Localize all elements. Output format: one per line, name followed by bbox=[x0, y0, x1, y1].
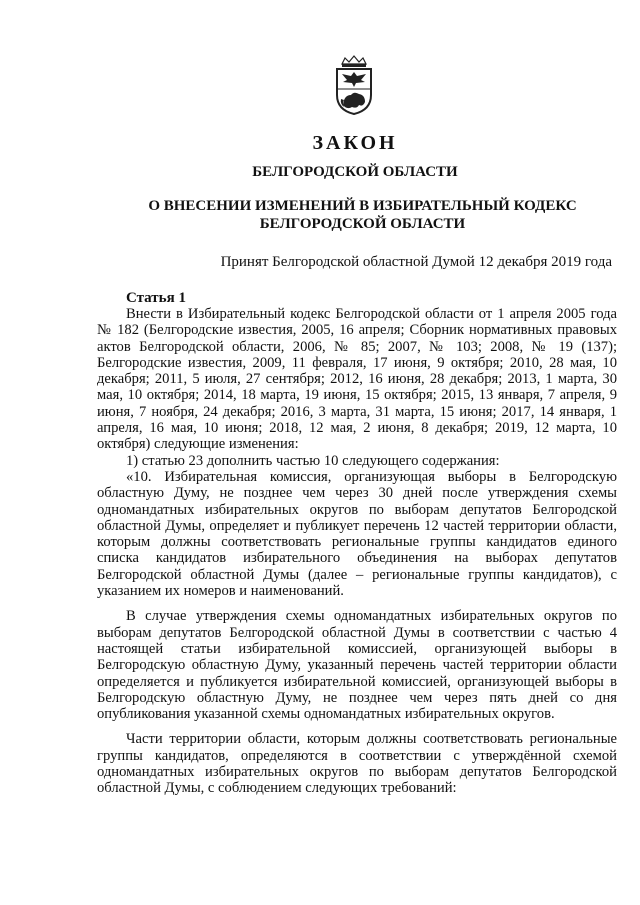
law-region: БЕЛГОРОДСКОЙ ОБЛАСТИ bbox=[252, 164, 458, 180]
paragraph: «10. Избирательная комиссия, организующая выборы в Белгородскую областную Думу, не позднее чем через 30 дней после утверждения схемы одномандатных избирательных округов по выборам депутатов Белгородской областной Думы, определяет и публикует перечень 12 частей территории области, которым должны соответствовать региональные группы кандидатов единого списка кандидатов избирательного объединения на выборах депутатов Белгородской областной Думы (далее – региональные группы кандидатов), с указанием их номеров и наименований. bbox=[97, 468, 617, 600]
paragraph: В случае утверждения схемы одномандатных избирательных округов по выборам депутатов Белгородской областной Думы в соответствии с частью 4 настоящей статьи избирательной комиссией, организующей выборы в Белгородскую областную Думу, указанный перечень частей территории области определяется и публикуется избирательной комиссией, организующей выборы в Белгородскую областную Думу, не позднее чем через пять дней со дня опубликования указанной схемы одномандатных избирательных округов. bbox=[97, 608, 617, 723]
adoption-note: Принят Белгородской областной Думой 12 декабря 2019 года bbox=[220, 254, 612, 270]
paragraph: 1) статью 23 дополнить частью 10 следующего содержания: bbox=[126, 452, 500, 469]
article-title: Статья 1 bbox=[126, 290, 186, 306]
paragraph: Части территории области, которым должны соответствовать региональные группы кандидатов, определяются в соответствии с утверждённой схемой одномандатных избирательных округов по выборам депутатов Белгородской областной Думы, с соблюдением следующих требований: bbox=[97, 731, 617, 797]
law-title: ЗАКОН bbox=[312, 132, 398, 154]
belgorod-coat-of-arms-icon bbox=[332, 55, 376, 115]
article-body bbox=[97, 306, 617, 797]
paragraph: Внести в Избирательный кодекс Белгородской области от 1 апреля 2005 года № 182 (Белгородские известия, 2005, 16 апреля; Сборник нормативных правовых актов Белгородской области, 2006, № 85; 2007, № 103; 2008, № 19 (137); Белгородские известия, 2009, 11 февраля, 17 июня, 9 октября; 2010, 28 мая, 10 декабря; 2011, 5 июля, 27 сентября; 2012, 16 июня, 28 декабря; 2013, 1 марта, 30 мая, 10 октября; 2014, 18 марта, 19 июня, 15 октября; 2015, 13 января, 7 апреля, 9 июня, 7 ноября, 24 декабря; 2016, 3 марта, 31 марта, 15 июня; 2017, 14 января, 1 апреля, 16 мая, 10 июня; 2018, 12 мая, 2 июня, 8 декабря; 2019, 12 марта, 10 октября) следующие изменения: bbox=[97, 306, 617, 453]
law-subject: О ВНЕСЕНИИ ИЗМЕНЕНИЙ В ИЗБИРАТЕЛЬНЫЙ КОДЕКС БЕЛГОРОДСКОЙ ОБЛАСТИ bbox=[148, 198, 577, 232]
